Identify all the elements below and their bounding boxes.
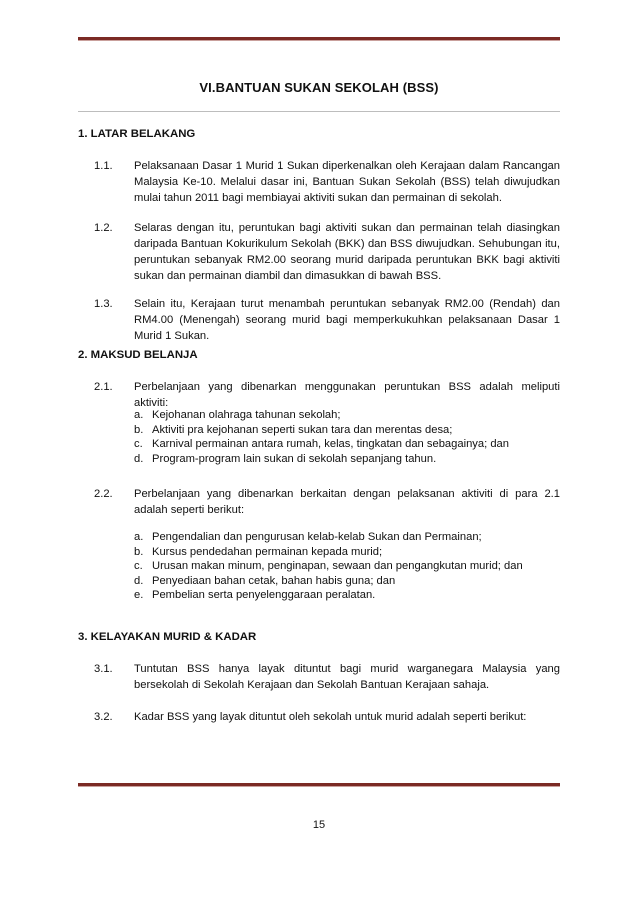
list-item: d. Program-program lain sukan di sekolah sepanjang tahun. xyxy=(134,452,437,465)
list-2-1 xyxy=(134,408,560,466)
paragraph-text: Selaras dengan itu, peruntukan bagi aktiviti sukan dan permainan telah diasingkan daripada Bantuan Kokurikulum Sekolah (BKK) dan BSS diwujudkan. Sehubungan itu, peruntukan sebanyak RM2.00 seorang murid daripada peruntukan BKK bagi aktiviti sukan dan permainan diambil dan dimasukkan di bawah BSS. xyxy=(134,222,560,282)
paragraph-text: Perbelanjaan yang dibenarkan berkaitan dengan pelaksanan aktiviti di para 2.1 adalah seperti berikut: xyxy=(134,488,560,516)
list-item: d. Penyediaan bahan cetak, bahan habis guna; dan xyxy=(134,574,396,587)
list-item: c. Urusan makan minum, penginapan, sewaan dan pengangkutan murid; dan xyxy=(134,560,523,573)
paragraph-text: Selain itu, Kerajaan turut menambah peruntukan sebanyak RM2.00 (Rendah) dan RM4.00 (Menengah) seorang murid bagi memperkukuhkan pelaksanaan Dasar 1 Murid 1 Sukan. xyxy=(134,298,560,342)
section-heading-kelayakan-murid: 3. KELAYAKAN MURID & KADAR xyxy=(78,631,257,643)
list-item: b. Aktiviti pra kejohanan seperti sukan tara dan merentas desa; xyxy=(134,423,453,436)
list-item: e. Pembelian serta penyelenggaraan peralatan. xyxy=(134,589,376,602)
paragraph-number: 3.2. xyxy=(94,711,113,723)
page-title: VI.BANTUAN SUKAN SEKOLAH (BSS) xyxy=(199,80,439,95)
paragraph-text: Pelaksanaan Dasar 1 Murid 1 Sukan diperkenalkan oleh Kerajaan dalam Rancangan Malaysia Ke-10. Melalui dasar ini, Bantuan Sukan Sekolah (BSS) telah diwujudkan mulai tahun 2011 bagi membiayai aktiviti sukan dan permainan di sekolah. xyxy=(134,160,560,204)
paragraph-text: Perbelanjaan yang dibenarkan menggunakan peruntukan BSS adalah meliputi aktiviti: xyxy=(134,381,560,409)
list-item: a. Kejohanan olahraga tahunan sekolah; xyxy=(134,409,341,421)
page-number: 15 xyxy=(312,819,326,831)
list-item: a. Pengendalian dan pengurusan kelab-kelab Sukan dan Permainan; xyxy=(134,531,482,543)
paragraph-text: Kadar BSS yang layak dituntut oleh sekolah untuk murid adalah seperti berikut: xyxy=(134,711,527,723)
section-heading-maksud-belanja: 2. MAKSUD BELANJA xyxy=(78,349,198,361)
section-heading-latar-belakang: 1. LATAR BELAKANG xyxy=(78,128,196,140)
paragraph-number: 1.3. xyxy=(94,298,113,310)
header-rule xyxy=(78,37,560,41)
paragraph-number: 1.1. xyxy=(94,160,113,172)
paragraph-number: 3.1. xyxy=(94,663,113,675)
list-item: c. Karnival permainan antara rumah, kelas, tingkatan dan sebagainya; dan xyxy=(134,438,509,451)
list-item: b. Kursus pendedahan permainan kepada murid; xyxy=(134,545,383,558)
paragraph-text: Tuntutan BSS hanya layak dituntut bagi murid warganegara Malaysia yang bersekolah di Sekolah Kerajaan dan Sekolah Bantuan Kerajaan sahaja. xyxy=(134,663,560,691)
paragraph-number: 1.2. xyxy=(94,222,113,234)
list-2-2 xyxy=(134,530,560,603)
footer-rule xyxy=(78,783,560,787)
paragraph-number: 2.1. xyxy=(94,381,113,393)
paragraph-number: 2.2. xyxy=(94,488,113,500)
title-divider xyxy=(78,111,560,112)
